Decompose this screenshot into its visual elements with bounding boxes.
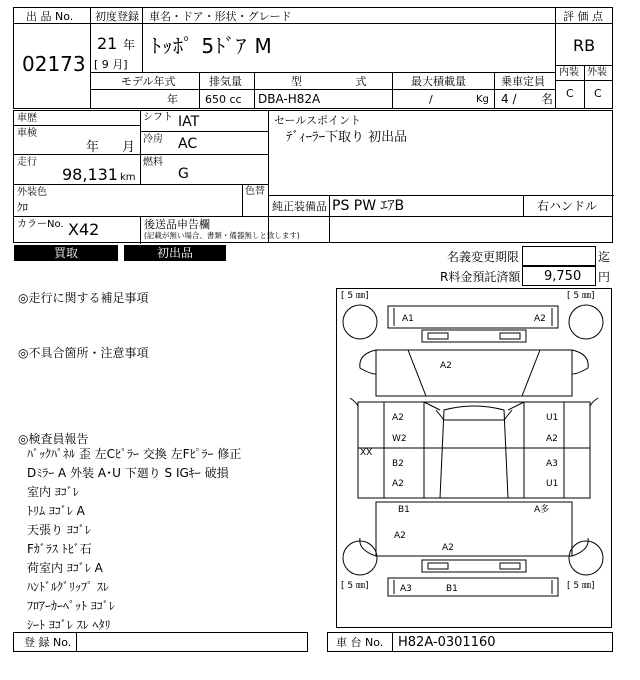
stock-no: 02173 — [22, 52, 86, 76]
color-no-value: X42 — [68, 220, 100, 239]
report-line: ﾊﾝﾄﾞﾙｸﾞﾘｯﾌﾟ ｽﾚ — [27, 580, 109, 594]
inspection-month: 月 — [122, 140, 136, 155]
eval-value: RB — [573, 36, 596, 55]
stock-no-label: 出 品 No. — [26, 10, 74, 23]
first-reg-box — [90, 7, 143, 73]
recycle-value: 9,750 — [544, 269, 582, 284]
mark-r-step: U1 — [546, 479, 559, 489]
mark-l-step: A2 — [392, 479, 404, 489]
tire-fl-depth: [ 5 ㎜] — [341, 291, 369, 301]
reg-no-label: 登 録 No. — [24, 636, 72, 649]
car-damage-diagram — [336, 288, 612, 628]
name-change-label: 名義変更期限 — [447, 250, 520, 264]
evaluation-box — [555, 7, 613, 109]
mark-rr-door: A3 — [546, 459, 558, 469]
mark-rf-fender: U1 — [546, 413, 559, 423]
tire-front-left — [343, 305, 377, 339]
inspection-year: 年 — [86, 140, 100, 155]
mileage-value: 98,131 — [62, 165, 118, 184]
report-line: ﾊﾞｯｸﾊﾟﾈﾙ 歪 左Cﾋﾟﾗｰ 交換 左Fﾋﾟﾗｰ 修正 — [27, 447, 242, 461]
hood-outline — [376, 350, 572, 396]
mark-lr-door: B2 — [392, 459, 404, 469]
capacity-label: 乗車定員 — [501, 75, 545, 88]
mark-rear-bumper-center: B1 — [446, 584, 458, 594]
interior-grade: C — [566, 87, 574, 100]
ac-value: AC — [178, 136, 198, 152]
report-line: 荷室内 ﾖｺﾞﾚ A — [27, 561, 103, 575]
model-year-unit: 年 — [167, 93, 178, 106]
defects-label: ◎不具合箇所・注意事項 — [18, 346, 149, 360]
color-change-label: 色替 — [245, 186, 265, 197]
mileage-label: 走行 — [17, 157, 37, 168]
chassis-label: 車 台 No. — [336, 636, 384, 649]
report-line: Fｶﾞﾗｽ ﾄﾋﾞ石 — [27, 542, 92, 556]
capacity-value: 4 / — [501, 92, 517, 106]
history-label: 車歴 — [17, 113, 37, 124]
equipment-value: PS PW ｴｱB — [332, 198, 405, 214]
model-label: 型 式 — [291, 75, 367, 88]
steering-value: 右ハンドル — [537, 199, 598, 213]
car-name-label: 車名・ドア・形状・グレード — [149, 10, 292, 23]
name-change-box — [522, 246, 596, 266]
mark-l-quarter-low: A2 — [394, 531, 406, 541]
mark-lf-fender: A2 — [392, 413, 404, 423]
details-block — [13, 110, 613, 243]
first-reg-year: 21 — [97, 34, 118, 53]
mark-front-bumper-right: A2 — [534, 314, 546, 324]
tire-rl-depth: [ 5 ㎜] — [341, 581, 369, 591]
mark-lf-door: W2 — [392, 434, 407, 444]
mark-hood: A2 — [440, 361, 452, 371]
tire-rr-depth: [ 5 ㎜] — [567, 581, 595, 591]
first-reg-year-unit: 年 — [123, 38, 136, 52]
recycle-label: R料金預託済額 — [440, 270, 521, 284]
model-year-label: モデル年式 — [121, 75, 176, 88]
report-line: 室内 ﾖｺﾞﾚ — [27, 485, 79, 499]
tire-front-right — [569, 305, 603, 339]
sales-point-label: セールスポイント — [274, 114, 362, 127]
report-line: ﾌﾛｱｰｶｰﾍﾟｯﾄ ﾖｺﾞﾚ — [27, 599, 115, 613]
driving-notes-label: ◎走行に関する補足事項 — [18, 291, 149, 305]
mileage-unit: km — [120, 172, 136, 183]
exterior-grade: C — [594, 87, 602, 100]
report-line: ｼｰﾄ ﾖｺﾞﾚ ｽﾚ ﾍﾀﾘ — [27, 618, 111, 632]
mark-rf-door: A2 — [546, 434, 558, 444]
equipment-label: 純正装備品 — [272, 200, 327, 213]
color-value: ｸﾛ — [17, 201, 28, 214]
chassis-box — [327, 632, 613, 652]
max-load-sep: / — [429, 93, 433, 106]
report-line: Dﾐﾗｰ A 外装 A･U 下廻り S IGｷｰ 破損 — [27, 466, 229, 480]
inspector-report-label: ◎検査員報告 — [18, 432, 89, 446]
delivery-label: 後送品申告欄 — [144, 218, 210, 231]
mark-l-pillar: XX — [360, 448, 373, 458]
fuel-value: G — [178, 166, 189, 182]
eval-label: 評 価 点 — [563, 10, 603, 23]
purchase-badge: 買取 — [14, 245, 118, 261]
max-load-unit: Kg — [476, 94, 489, 105]
mark-rear-bumper-left: A3 — [400, 584, 412, 594]
name-change-unit: 迄 — [598, 250, 611, 264]
car-name-box — [142, 7, 556, 73]
mark-back-door: A2 — [442, 543, 454, 553]
report-line: ﾄﾘﾑ ﾖｺﾞﾚ A — [27, 504, 85, 518]
color-label: 外装色 — [17, 187, 47, 198]
spec-row — [90, 72, 556, 109]
first-reg-month: [ 9 月] — [94, 58, 128, 71]
first-listing-badge: 初出品 — [124, 245, 226, 261]
reg-no-box — [13, 632, 308, 652]
mark-r-quarter: A多 — [534, 505, 550, 515]
displacement-value: 650 cc — [205, 93, 242, 106]
tire-rear-left — [343, 541, 377, 575]
delivery-note: (記載が無い場合、書類・備器無しと致します) — [144, 231, 300, 240]
model-value: DBA-H82A — [258, 92, 321, 106]
exterior-label: 外装 — [587, 67, 607, 78]
fuel-label: 燃料 — [143, 157, 163, 168]
capacity-unit: 名 — [541, 92, 554, 106]
first-reg-label: 初度登録 — [95, 10, 139, 23]
stock-no-box — [13, 7, 91, 109]
shift-value: IAT — [178, 114, 200, 130]
max-load-label: 最大積載量 — [411, 75, 466, 88]
chassis-value: H82A-0301160 — [398, 635, 496, 650]
shift-label: シフト — [143, 112, 173, 123]
tire-rear-right — [569, 541, 603, 575]
inspection-label: 車検 — [17, 128, 37, 139]
color-no-label: カラーNo. — [17, 219, 64, 230]
interior-label: 内装 — [559, 67, 579, 78]
rear-bumper — [388, 578, 558, 596]
mark-front-bumper-left: A1 — [402, 314, 414, 324]
car-name: ﾄｯﾎﾟ 5ﾄﾞｱ M — [151, 34, 273, 58]
displacement-label: 排気量 — [209, 75, 242, 88]
sales-point-value: ﾃﾞｨｰﾗｰ下取り 初出品 — [286, 130, 408, 145]
tire-fr-depth: [ 5 ㎜] — [567, 291, 595, 301]
report-line: 天張り ﾖｺﾞﾚ — [27, 523, 91, 537]
recycle-unit: 円 — [598, 270, 611, 284]
mark-l-quarter: B1 — [398, 505, 410, 515]
ac-label: 冷房 — [143, 134, 163, 145]
